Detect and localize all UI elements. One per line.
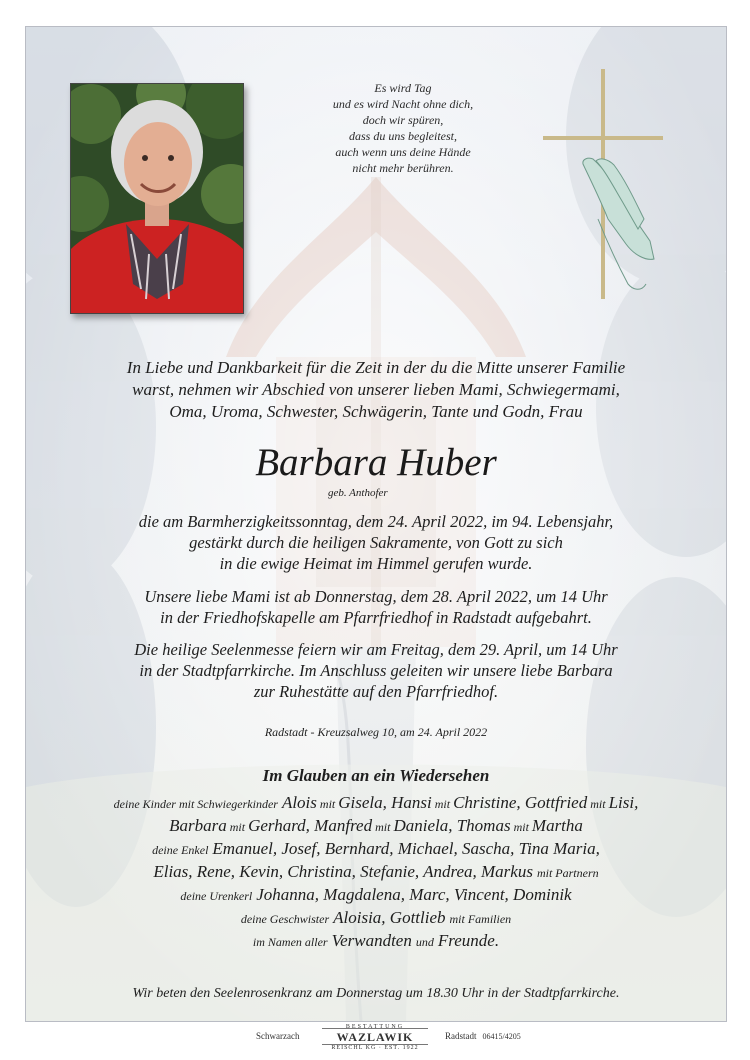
funeral-line: in der Stadtpfarrkirche. Im Anschluss geleiten wir unsere liebe Barbara	[139, 661, 613, 680]
place-date: Radstadt - Kreuzsalweg 10, am 24. April 2022	[264, 725, 488, 739]
family-connector: mit	[431, 797, 454, 811]
funeral-home-footer	[0, 1024, 750, 1054]
grandchildren-line-2	[46, 862, 706, 885]
grandchildren-line-1	[46, 839, 706, 862]
death-notice-line: in die ewige Heimat im Himmel gerufen wurde.	[219, 554, 533, 573]
family-name: Gerhard, Manfred	[248, 816, 373, 835]
family-name: Alois	[281, 793, 317, 812]
maiden-name: geb. Anthofer	[328, 487, 388, 499]
great-grandchildren-label: deine Urenkerl	[180, 889, 253, 903]
praying-hands-icon	[583, 158, 654, 289]
family-connector: mit	[587, 797, 609, 811]
relatives-and: und	[415, 935, 434, 949]
poem-line: Es wird Tag	[374, 81, 432, 95]
poem-line: doch wir spüren,	[362, 113, 444, 127]
family-connector: mit	[510, 820, 532, 834]
cross-praying-hands-icon	[538, 69, 668, 309]
relatives-prefix: im Namen aller	[252, 935, 328, 949]
funeral-notice	[56, 639, 696, 702]
brand-sub-label: REISCHL KG · EST. 1922	[331, 1045, 419, 1051]
intro-text	[66, 357, 686, 423]
grandchildren-names: Elias, Rene, Kevin, Christina, Stefanie, Andrea, Markus	[153, 862, 533, 881]
death-notice-line: die am Barmherzigkeitssonntag, dem 24. April 2022, im 94. Lebensjahr,	[138, 512, 614, 531]
siblings-suffix: mit Familien	[449, 912, 512, 926]
siblings-label: deine Geschwister	[240, 912, 330, 926]
closing-heading: Im Glauben an ein Wiedersehen	[262, 766, 490, 785]
footer-phone: 06415/4205	[482, 1032, 521, 1041]
poem	[288, 80, 518, 176]
brand-rule-top	[322, 1028, 428, 1029]
intro-line: Oma, Uroma, Schwester, Schwägerin, Tante und Godn, Frau	[169, 402, 583, 421]
intro-line: In Liebe und Dankbarkeit für die Zeit in der du die Mitte unserer Familie	[126, 358, 626, 377]
brand-top-label: BESTATTUNG	[345, 1024, 405, 1030]
family-name: Gisela, Hansi	[338, 793, 432, 812]
grandchildren-suffix: mit Partnern	[536, 866, 599, 880]
relatives-line	[46, 931, 706, 954]
children-line-1	[46, 793, 706, 816]
family-name: Barbara	[169, 816, 227, 835]
poem-line: auch wenn uns deine Hände	[335, 145, 471, 159]
viewing-line: Unsere liebe Mami ist ab Donnerstag, dem 28. April 2022, um 14 Uhr	[144, 587, 608, 606]
funeral-line: zur Ruhestätte auf den Pfarrfriedhof.	[253, 682, 499, 701]
relatives-a: Verwandten	[331, 931, 412, 950]
relatives-b: Freunde.	[437, 931, 500, 950]
poem-line: dass du uns begleitest,	[349, 129, 457, 143]
deceased-name: Barbara Huber	[255, 441, 497, 484]
siblings-line	[46, 908, 706, 931]
family-name: Christine, Gottfried	[453, 793, 588, 812]
poem-line: und es wird Nacht ohne dich,	[332, 97, 474, 111]
family-list	[46, 793, 706, 954]
family-name: Lisi,	[608, 793, 639, 812]
siblings-names: Aloisia, Gottlieb	[333, 908, 446, 927]
children-line-2	[46, 816, 706, 839]
family-connector: mit	[226, 820, 249, 834]
poem-line: nicht mehr berühren.	[352, 161, 454, 175]
portrait-photo	[70, 83, 244, 314]
family-connector: mit	[372, 820, 394, 834]
intro-line: warst, nehmen wir Abschied von unserer lieben Mami, Schwiegermami,	[132, 380, 620, 399]
great-grandchildren-names: Johanna, Magdalena, Marc, Vincent, Dominik	[256, 885, 572, 904]
children-label: deine Kinder mit Schwiegerkinder	[113, 797, 278, 811]
family-name: Daniela, Thomas	[393, 816, 511, 835]
death-notice	[56, 511, 696, 574]
grandchildren-label: deine Enkel	[152, 843, 209, 857]
rosary-notice: Wir beten den Seelenrosenkranz am Donnerstag um 18.30 Uhr in der Stadtpfarrkirche.	[132, 986, 620, 1001]
footer-location-right	[445, 1031, 521, 1041]
funeral-line: Die heilige Seelenmesse feiern wir am Freitag, dem 29. April, um 14 Uhr	[134, 640, 618, 659]
viewing-notice	[56, 586, 696, 628]
death-notice-line: gestärkt durch die heiligen Sakramente, von Gott zu sich	[189, 533, 563, 552]
family-name: Martha	[531, 816, 583, 835]
obituary-sheet	[25, 26, 727, 1022]
portrait-image	[71, 84, 243, 313]
great-grandchildren-line	[46, 885, 706, 908]
footer-location-left: Schwarzach	[256, 1031, 300, 1041]
grandchildren-names: Emanuel, Josef, Bernhard, Michael, Sascha, Tina Maria,	[212, 839, 600, 858]
footer-town: Radstadt	[445, 1031, 477, 1041]
funeral-home-logo: WAZLAWIK	[336, 1030, 414, 1044]
viewing-line: in der Friedhofskapelle am Pfarrfriedhof in Radstadt aufgebahrt.	[160, 608, 592, 627]
family-connector: mit	[316, 797, 339, 811]
children-names	[282, 793, 638, 812]
